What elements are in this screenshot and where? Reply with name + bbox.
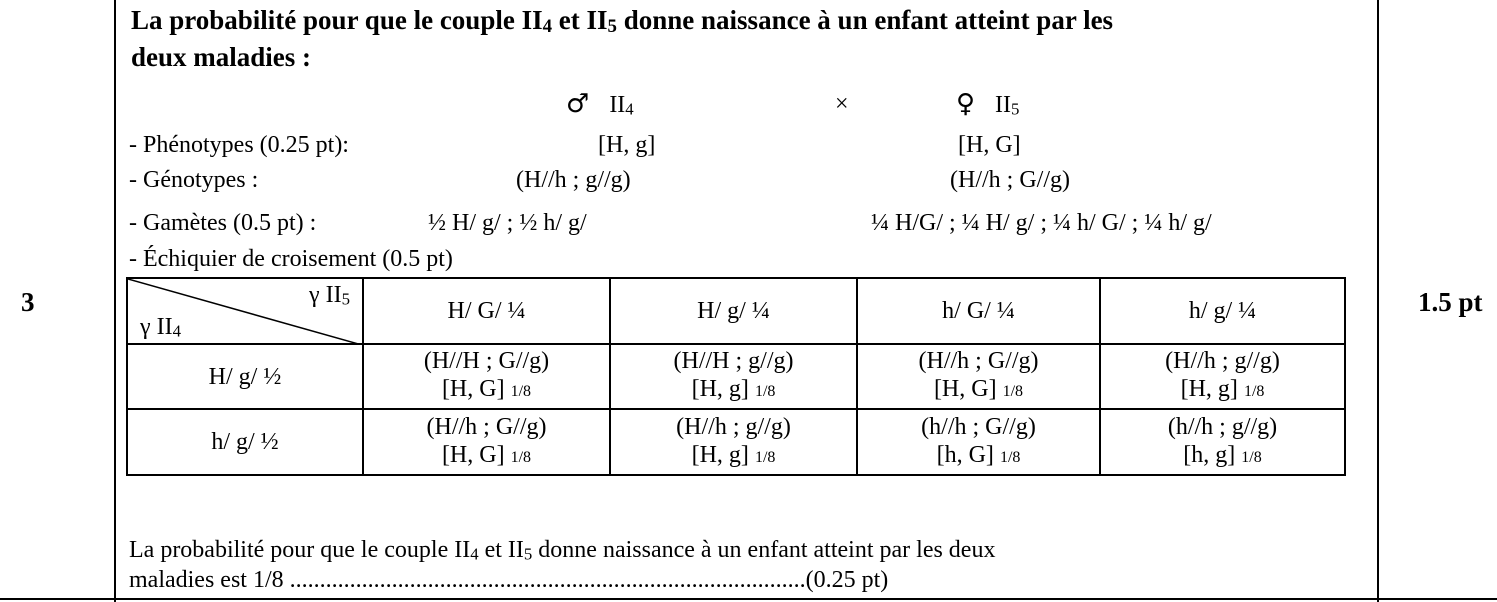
question-number: 3 bbox=[21, 287, 35, 317]
cell-genotype: (h//h ; g//g) bbox=[1167, 413, 1278, 440]
cell-phenotype: [h, g] 1/8 bbox=[1183, 441, 1262, 468]
cross-cell bbox=[1100, 409, 1345, 475]
cell-probability: 1/8 bbox=[999, 448, 1021, 466]
corner-cell bbox=[127, 278, 363, 344]
genotype-male: (H//h ; g//g) bbox=[516, 167, 631, 193]
cross-cell bbox=[857, 344, 1100, 409]
genotype-female: (H//h ; G//g) bbox=[950, 167, 1070, 193]
female-parent: ♀ $II_5$ bbox=[956, 89, 1020, 119]
cell-probability: 1/8 bbox=[1243, 383, 1265, 400]
gametes-label: - Gamètes (0.5 pt) : bbox=[129, 210, 317, 236]
conclusion-line1: La probabilité pour que le couple $II_4$ et $II_5$ donne naissance à un enfant atteint par les deux bbox=[129, 537, 996, 564]
row-header: h/ g/ ½ bbox=[127, 409, 363, 475]
cell-probability: 1/8 bbox=[754, 448, 776, 466]
cell-phenotype: [H, g] 1/8 bbox=[1180, 376, 1265, 402]
cell-phenotype: [h, G] 1/8 bbox=[936, 441, 1021, 468]
cell-probability: 1/8 bbox=[1002, 383, 1024, 400]
female-symbol-icon: ♀ bbox=[956, 89, 976, 119]
cell-phenotype: [H, g] 1/8 bbox=[691, 376, 776, 402]
genotypes-label: - Génotypes : bbox=[129, 167, 259, 193]
cell-genotype: (H//h ; G//g) bbox=[426, 413, 547, 440]
cross-cell bbox=[363, 344, 610, 409]
corner-female-gametes: γ $II_5$ bbox=[309, 282, 350, 309]
cell-probability: 1/8 bbox=[510, 448, 532, 466]
right-column-border bbox=[1377, 0, 1379, 602]
points-value: 1.5 pt bbox=[1418, 287, 1483, 317]
cross-symbol: × bbox=[835, 91, 849, 117]
cell-genotype: (H//h ; g//g) bbox=[676, 413, 791, 440]
cross-cell bbox=[610, 344, 857, 409]
column-header: H/ G/ ¼ bbox=[363, 278, 610, 344]
question-title-line1: La probabilité pour que le couple $II_4$ et $II_5$ donne naissance à un enfant atteint par les bbox=[131, 5, 1114, 37]
checkerboard-label: - Échiquier de croisement (0.5 pt) bbox=[129, 246, 453, 272]
cell-probability: 1/8 bbox=[1241, 448, 1262, 466]
cell-genotype: (H//H ; g//g) bbox=[673, 348, 794, 374]
cell-phenotype: [H, g] 1/8 bbox=[691, 441, 776, 468]
row-header: H/ g/ ½ bbox=[127, 344, 363, 409]
cell-genotype: (H//h ; g//g) bbox=[1165, 348, 1280, 374]
column-header: h/ g/ ¼ bbox=[1100, 278, 1345, 344]
cell-phenotype: [H, G] 1/8 bbox=[441, 441, 532, 468]
gametes-male: ½ H/ g/ ; ½ h/ g/ bbox=[428, 210, 587, 236]
conclusion-line2: maladies est 1/8 ......................................................................................(0.25 pt) bbox=[129, 567, 889, 593]
male-parent: ♂ $II_4$ bbox=[566, 89, 634, 119]
bottom-border bbox=[0, 598, 1497, 600]
checkerboard-table bbox=[126, 277, 1346, 476]
column-header: h/ G/ ¼ bbox=[857, 278, 1100, 344]
cell-probability: 1/8 bbox=[510, 383, 532, 400]
gametes-female: ¼ H/G/ ; ¼ H/ g/ ; ¼ h/ G/ ; ¼ h/ g/ bbox=[871, 210, 1212, 236]
cell-genotype: (H//h ; G//g) bbox=[918, 348, 1039, 374]
column-header: H/ g/ ¼ bbox=[610, 278, 857, 344]
phenotypes-label: - Phénotypes (0.25 pt): bbox=[129, 132, 349, 158]
cross-cell bbox=[610, 409, 857, 475]
phenotype-female: [H, G] bbox=[958, 132, 1021, 158]
question-title-line2: deux maladies : bbox=[131, 42, 312, 72]
left-column-border bbox=[114, 0, 116, 602]
cell-genotype: (H//H ; G//g) bbox=[423, 348, 550, 374]
cell-phenotype: [H, G] 1/8 bbox=[441, 376, 532, 402]
table-row bbox=[127, 344, 1345, 409]
male-symbol-icon: ♂ bbox=[566, 89, 590, 119]
cross-cell bbox=[363, 409, 610, 475]
cell-phenotype: [H, G] 1/8 bbox=[933, 376, 1024, 402]
phenotype-male: [H, g] bbox=[598, 132, 656, 158]
cross-cell bbox=[857, 409, 1100, 475]
cell-probability: 1/8 bbox=[754, 383, 776, 400]
corner-male-gametes: γ $II_4$ bbox=[140, 314, 181, 341]
cross-cell bbox=[1100, 344, 1345, 409]
table-row bbox=[127, 409, 1345, 475]
cell-genotype: (h//h ; G//g) bbox=[921, 413, 1036, 440]
